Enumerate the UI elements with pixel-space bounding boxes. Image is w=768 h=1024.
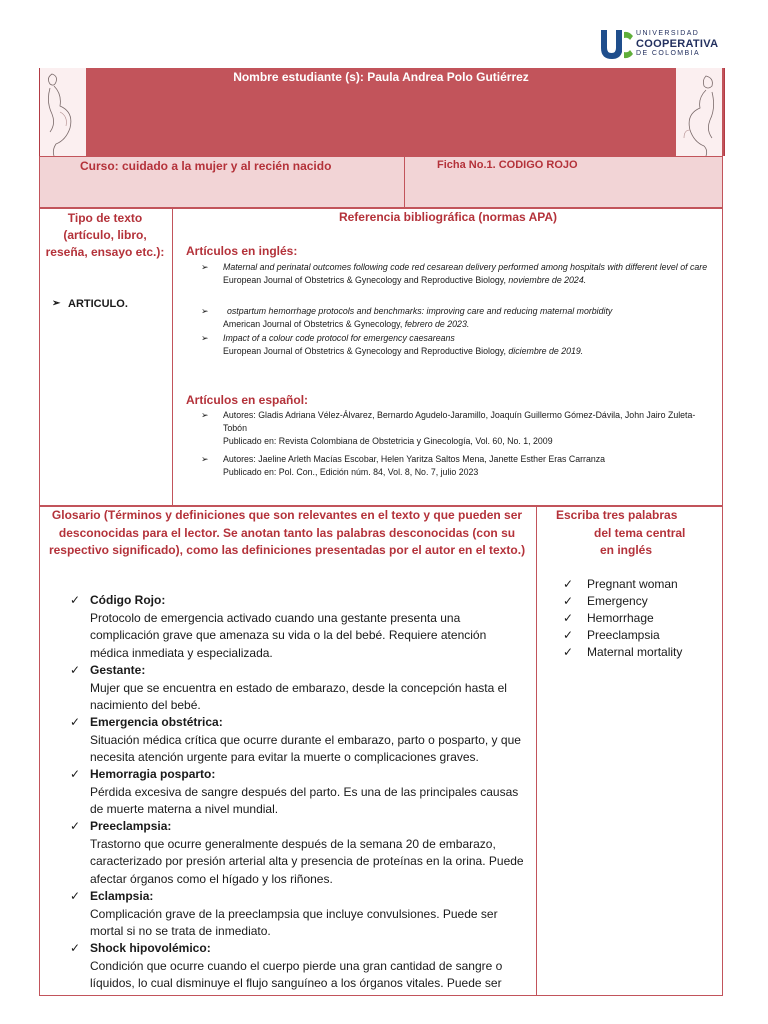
arrow-bullet-icon: ➢ — [201, 262, 209, 272]
glossary-definition: Mujer que se encuentra en estado de embarazo, desde la concepción hasta el nacimiento del bebé. — [90, 680, 507, 712]
glossary-term: Preeclampsia: — [90, 819, 172, 833]
logo-line-2: COOPERATIVA — [636, 38, 719, 50]
glossary-definition: Condición que ocurre cuando el cuerpo pierde una gran cantidad de sangre o líquidos, lo cual disminuye el flujo sanguíneo a los órganos vitales. Puede ser — [90, 958, 503, 990]
checkmark-icon: ✓ — [563, 628, 574, 642]
checkmark-icon: ✓ — [70, 941, 81, 955]
reference-published: Publicado en: Revista Colombiana de Obstetricia y Ginecología, Vol. 60, No. 1, 2009 — [223, 436, 553, 446]
glossary-term: Emergencia obstétrica: — [90, 715, 223, 729]
english-word — [563, 627, 660, 645]
checkmark-icon: ✓ — [70, 593, 81, 607]
english-words-title-line-1: Escriba tres palabras — [556, 508, 678, 522]
text-type-value-label: ARTICULO. — [68, 298, 128, 310]
arrow-bullet-icon: ➢ — [201, 333, 209, 343]
english-word — [563, 593, 648, 611]
reference-journal: American Journal of Obstetrics & Gynecology, — [223, 319, 405, 329]
english-reference-1 — [201, 261, 709, 287]
english-word-label: Preeclampsia — [587, 628, 660, 642]
glossary-item — [70, 714, 526, 767]
text-type-value — [52, 298, 128, 310]
course-divider — [404, 156, 405, 208]
course-name: Curso: cuidado a la mujer y al recién nacido — [80, 159, 332, 173]
checkmark-icon: ✓ — [563, 594, 574, 608]
glossary-term: Shock hipovolémico: — [90, 941, 211, 955]
logo-line-1: UNIVERSIDAD — [636, 30, 700, 37]
reference-published: Publicado en: Pol. Con., Edición núm. 84, Vol. 8, No. 7, julio 2023 — [223, 467, 479, 477]
english-articles-heading: Artículos en inglés: — [186, 244, 298, 258]
reference-title-text: Impact of a colour code protocol for emergency caesareans — [223, 333, 455, 343]
student-name: Nombre estudiante (s): Paula Andrea Polo Gutiérrez — [233, 70, 529, 84]
reference-date: febrero de 2023. — [404, 319, 470, 329]
spanish-articles-heading: Artículos en español: — [186, 393, 309, 407]
english-words-title — [556, 507, 704, 560]
reference-authors: Autores: Jaeline Arleth Macías Escobar, Helen Yaritza Saltos Mena, Janette Esther Eras Carranza — [223, 454, 606, 464]
glossary-definition: Pérdida excesiva de sangre después del parto. Es una de las principales causas de muerte materna a nivel mundial. — [90, 784, 519, 816]
reference-date: diciembre de 2019. — [508, 346, 584, 356]
spanish-reference-2 — [201, 453, 715, 479]
glossary-term: Gestante: — [90, 663, 146, 677]
english-word — [563, 576, 678, 594]
university-logo-icon — [598, 28, 634, 62]
reference-date: noviembre de 2024. — [508, 275, 587, 285]
glossary-item — [70, 766, 526, 819]
checkmark-icon: ✓ — [70, 819, 81, 833]
glossary-item — [70, 818, 526, 888]
glossary-definition: Trastorno que ocurre generalmente después de la semana 20 de embarazo, caracterizado por presión arterial alta y presencia de proteínas en la orina. Puede afectar órganos como el hígado y los riñones. — [90, 836, 524, 886]
english-words-title-line-3: en inglés — [600, 543, 653, 557]
reference-title-text: Maternal and perinatal outcomes following code red cesarean delivery performed among hospitals with different level of care — [223, 262, 708, 272]
reference-title-text: ostpartum hemorrhage protocols and benchmarks: improving care and reducing maternal morbidity — [227, 306, 613, 316]
glossary-divider — [536, 506, 537, 996]
arrow-bullet-icon: ➢ — [201, 454, 209, 464]
arrow-bullet-icon: ➢ — [52, 298, 61, 309]
text-type-label: Tipo de texto (artículo, libro, reseña, ensayo etc.): — [45, 211, 165, 259]
glossary-definition: Situación médica crítica que ocurre durante el embarazo, parto o posparto, y que necesita atención urgente para evitar la muerte o complicaciones graves. — [90, 732, 521, 764]
glossary-item — [70, 888, 526, 941]
checkmark-icon: ✓ — [70, 663, 81, 677]
glossary-term: Hemorragia posparto: — [90, 767, 216, 781]
checkmark-icon: ✓ — [563, 577, 574, 591]
glossary-title: Glosario (Términos y definiciones que son relevantes en el texto y que pueden ser desconocidas para el lector. Se anotan tanto las palabras desconocidas (con su respectivo significado), como las definiciones presentadas por el autor en el texto.) — [48, 508, 526, 557]
reference-journal: European Journal of Obstetrics & Gynecology and Reproductive Biology, — [223, 346, 509, 356]
checkmark-icon: ✓ — [563, 611, 574, 625]
checkmark-icon: ✓ — [70, 889, 81, 903]
english-word-label: Pregnant woman — [587, 577, 678, 591]
spanish-reference-1 — [201, 409, 715, 448]
ficha-label: Ficha No.1. CODIGO ROJO — [437, 159, 578, 171]
reference-title: Referencia bibliográfica (normas APA) — [338, 210, 558, 224]
english-word — [563, 644, 683, 662]
english-words-title-line-2: del tema central — [594, 525, 686, 540]
english-reference-2 — [201, 305, 709, 331]
logo-line-3: DE COLOMBIA — [636, 50, 701, 57]
arrow-bullet-icon: ➢ — [201, 306, 209, 316]
glossary-term: Eclampsia: — [90, 889, 154, 903]
english-word-label: Maternal mortality — [587, 645, 683, 659]
reference-authors: Autores: Gladis Adriana Vélez-Álvarez, Bernardo Agudelo-Jaramillo, Joaquín Guillermo Gómez-Dávila, John Jairo Zuleta-Tobón — [223, 410, 696, 433]
glossary-item — [70, 662, 526, 715]
english-reference-3 — [201, 332, 709, 358]
glossary-item — [70, 592, 526, 662]
glossary-definition: Protocolo de emergencia activado cuando una gestante presenta una complicación grave que amenaza su vida o la del bebé. Requiere atención médica inmediata y especializada. — [90, 610, 487, 660]
checkmark-icon: ✓ — [563, 645, 574, 659]
glossary-item — [70, 940, 526, 992]
glossary-term: Código Rojo: — [90, 593, 166, 607]
english-word — [563, 610, 654, 628]
university-logo — [598, 28, 718, 64]
reference-divider — [172, 208, 173, 506]
reference-journal: European Journal of Obstetrics & Gynecology and Reproductive Biology, — [223, 275, 509, 285]
english-word-label: Hemorrhage — [587, 611, 654, 625]
checkmark-icon: ✓ — [70, 767, 81, 781]
checkmark-icon: ✓ — [70, 715, 81, 729]
glossary-definition: Complicación grave de la preeclampsia que incluye convulsiones. Puede ser mortal si no se trata de inmediato. — [90, 906, 498, 938]
arrow-bullet-icon: ➢ — [201, 410, 209, 420]
english-word-label: Emergency — [587, 594, 648, 608]
